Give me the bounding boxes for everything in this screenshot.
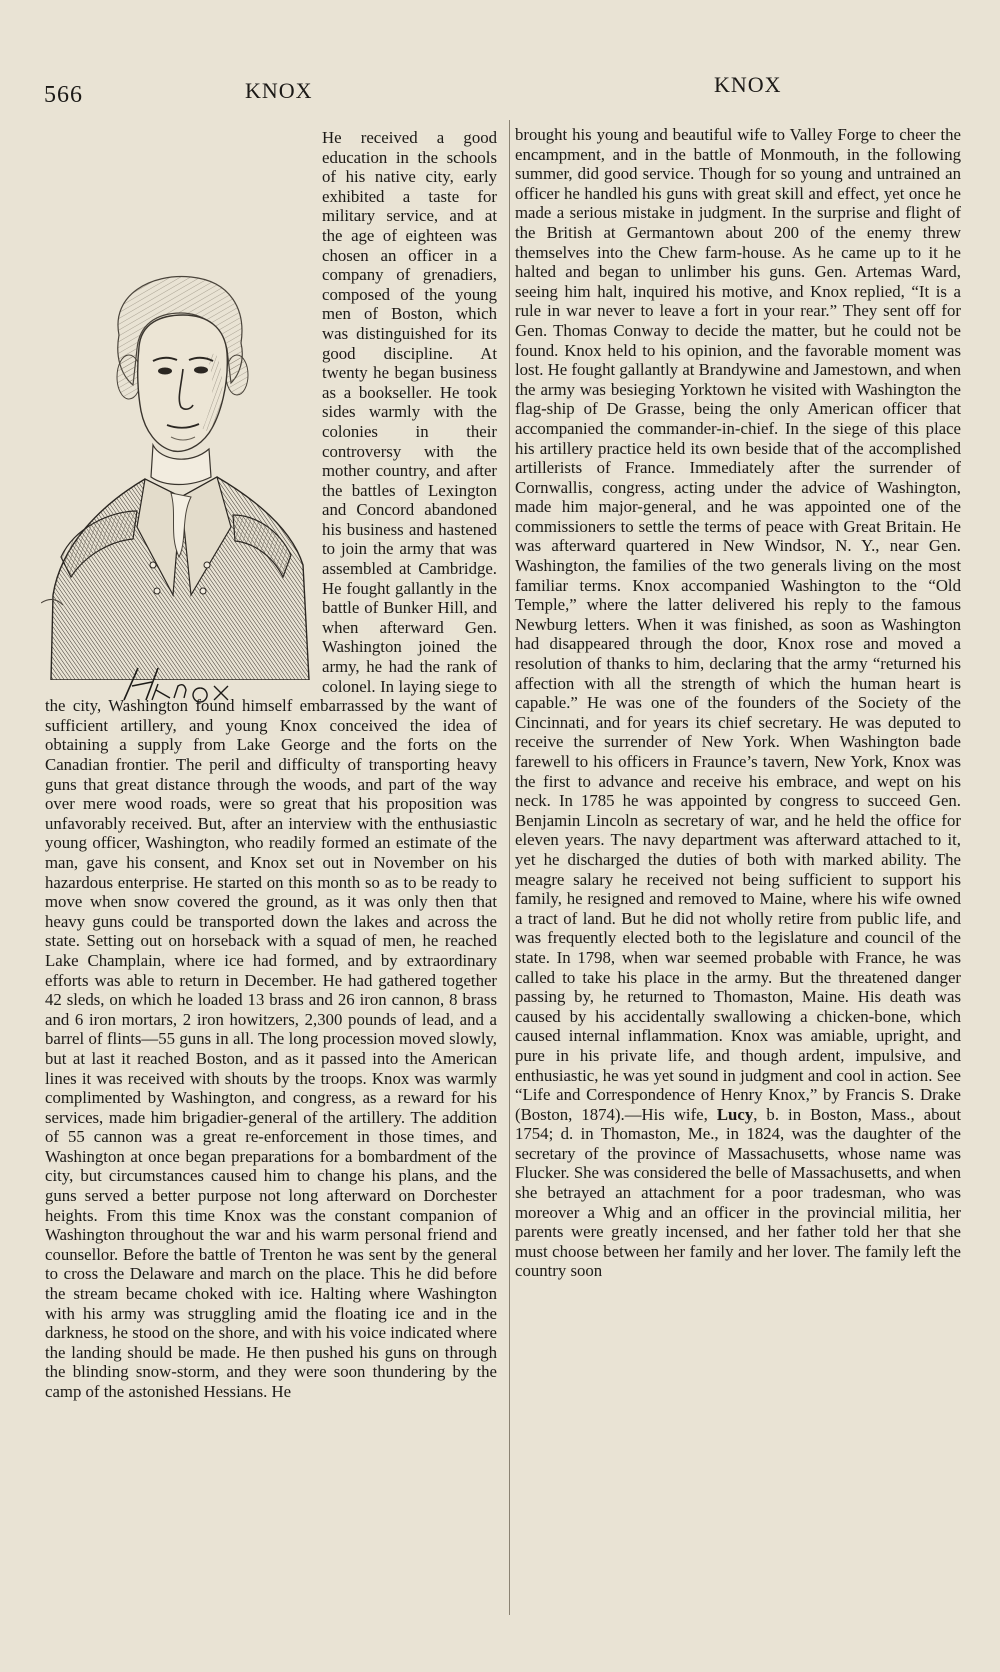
column-divider [509,120,510,1615]
right-text-part-a: brought his young and beautiful wife to Valley Forge to cheer the encampment, and in the battle of Monmouth, in the following summer, did good service. Though for so young and untrained an officer he handled his guns with great skill and effect, yet once he made a serious mistake in judgment. In the surprise and flight of the British at Germantown about 200 of the enemy threw themselves into the Chew farm-house. As he came up to it he halted and began to unlimber his guns. Gen. Artemas Ward, seeing him halt, inquired his motive, and Knox replied, “It is a rule in war never to leave a fort in your rear.” They sent off for Gen. Thomas Conway to decide the matter, but he could not be found. Knox held to his opinion, and the favorable moment was lost. He fought gallantly at Brandywine and Jamestown, and when the army was besieging Yorktown he visited with Washington the flag-ship of De Grasse, being the only American officer that accompanied the commander-in-chief. In the siege of this place his artillery practice held its own beside that of the accomplished artillerists of France. Immediately after the surrender of Cornwallis, congress, acting under the advice of Washington, made him major-general, and he was appointed one of the commissioners to settle the terms of peace with Great Britain. He was afterward quartered in New Windsor, N. Y., near Gen. Washington, the families of the two generals living on the most familiar terms. Knox accompanied Washington to the “Old Temple,” where the latter delivered his reply to the famous Newburg letters. When it was finished, as soon as Washington had disappeared through the door, Knox rose and moved a resolution of thanks to him, declaring that the army “returned his affection with all the strength of which the human heart is capable.” He was one of the founders of the Society of the Cincinnati, and for years its chief secretary. He was deputed to receive the surrender of New York. When Washington bade farewell to his officers in Fraunce’s tavern, New York, Knox was the first to advance and receive his embrace, and wept on his neck. In 1785 he was appointed by congress to succeed Gen. Benjamin Lincoln as secretary of war, and he held the office for eleven years. The navy department was afterward attached to it, yet he discharged the duties of both with marked ability. The meagre salary he received not being sufficient to support his family, he resigned and removed to Maine, where his wife owned a tract of land. But he did not wholly retire from public life, and was frequently elected both to the legislature and council of the state. In 1798, when war seemed probable with France, he was called to take his place in the army. But the threatened danger passing by, he returned to Thomaston, Maine. His death was caused by his accidentally swallowing a chicken-bone, which caused internal inflammation. Knox was amiable, upright, and pure in his private life, and though ardent, impulsive, and enthusiastic, he was yet sound in judgment and cool in action. See “Life and Correspondence of Henry Knox,” by Francis S. Drake (Boston, 1874).—His wife, [515,125,962,1124]
right-column-text [515,125,961,1281]
running-header [40,70,960,110]
portrait-figure [41,265,316,680]
signature-image [118,660,268,710]
headword-right: KNOX [714,72,782,97]
left-column [45,128,497,1608]
right-column [515,125,961,1610]
page-number: 566 [44,82,83,108]
left-column-text: He received a good education in the schools of his native city, early exhibited a taste for military service, and at the age of eighteen was chosen an officer in a company of grenadiers, composed of the young men of Boston, which was distinguished for its good discipline. At twenty he began business as a bookseller. He took sides warmly with the colonies in their controversy with the mother country, and after the battles of Lexington and Concord abandoned his business and hastened to join the army that was assembled at Cambridge. He fought gallantly in the battle of Bunker Hill, and when afterward Gen. Washington joined the army, he had the rank of colonel. In laying siege to the city, Washington found himself embarrassed by the want of sufficient artillery, and young Knox conceived the idea of obtaining a supply from Lake George and the forts on the Canadian frontier. The peril and difficulty of transporting heavy guns that great distance through the woods, and part of the way over mere wood roads, were so great that his proposition was unfavorably received. But, after an interview with the enthusiastic young officer, Washington, who readily formed an estimate of the man, gave his consent, and Knox set out in November on his hazardous enterprise. He started on this month so as to be ready to move when snow covered the ground, as it was only then that heavy guns could be transported down the lakes and across the state. Setting out on horseback with a squad of men, he reached Lake Champlain, where ice had formed, and by extraordinary efforts was able to return in December. He had gathered together 42 sleds, on which he loaded 13 brass and 26 iron cannon, 8 brass and 6 iron mortars, 2 iron howitzers, 2,300 pounds of lead, and a barrel of flints—55 guns in all. The long procession moved slowly, but at last it reached Boston, and as it passed into the American lines it was received with shouts by the troops. Knox was warmly complimented by Washington, and congress, as a reward for his services, made him brigadier-general of the artillery. The addition of 55 cannon was a great re-enforcement in those times, and Washington at once began preparations for a bombardment of the city, but circumstances caused him to change his plans, and the guns served a better purpose not long afterward on Dorchester heights. From this time Knox was the constant companion of Washington throughout the war and his warm personal friend and counsellor. Before the battle of Trenton he was sent by the general to cross the Delaware and march on the place. This he did before the stream became choked with ice. Halting where Washington with his army was struggling amid the floating ice and in the darkness, he stood on the shore, and with his voice indicated where the landing should be made. He then pushed his guns on through the blinding snow-storm, and they were soon thundering by the camp of the astonished Hessians. He [45,128,497,1401]
headword-left: KNOX [245,78,313,103]
signature-knox [118,660,268,710]
portrait-engraving [41,265,316,680]
name-lucy: Lucy [716,1104,754,1124]
right-text-part-b: , b. in Boston, Mass., about 1754; d. in Thomaston, Me., in 1824, was the daughter of the secretary of the province of Massachusetts, whose name was Flucker. She was considered the belle of Massachusetts, and when she betrayed an attachment for a poor tradesman, who was moreover a Whig and an officer in the provincial militia, her parents were greatly incensed, and her father told her that she must choose between her family and her lover. The family left the country soon [515,1104,961,1281]
